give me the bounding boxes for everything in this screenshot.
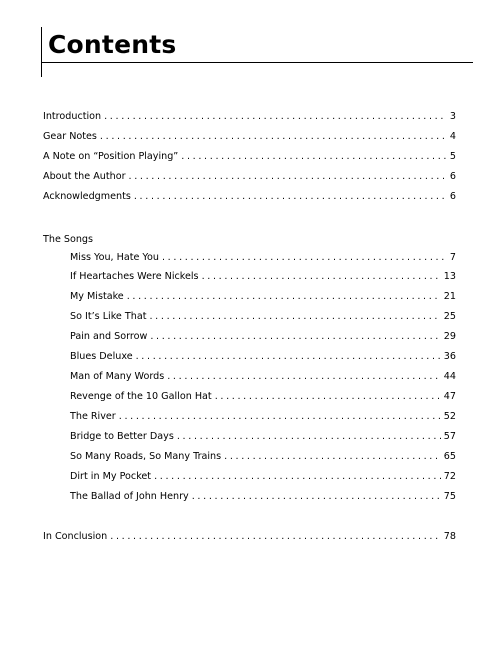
dot-leader (104, 110, 447, 124)
page-title: Contents (48, 30, 177, 59)
toc-entry-label: The Ballad of John Henry (70, 491, 189, 502)
toc-entry-song (70, 430, 456, 444)
toc-entry-song (70, 390, 456, 404)
toc-entry-label: Blues Deluxe (70, 351, 133, 362)
dot-leader (162, 251, 447, 265)
toc-entry-label: So Many Roads, So Many Trains (70, 451, 222, 462)
toc-entry-label: About the Author (43, 171, 126, 182)
toc-entry-page: 6 (449, 171, 456, 182)
toc-entry-song (70, 330, 456, 344)
toc-entry-page: 25 (443, 311, 456, 322)
toc-entry-label: A Note on “Position Playing” (43, 151, 179, 162)
toc-entry-label: Acknowledgments (43, 191, 131, 202)
dot-leader (127, 290, 441, 304)
toc-entry-page: 29 (443, 331, 456, 342)
dot-leader (134, 190, 447, 204)
toc-entry-label: Pain and Sorrow (70, 331, 148, 342)
dot-leader (215, 390, 441, 404)
dot-leader (177, 430, 441, 444)
toc-entry-label: Revenge of the 10 Gallon Hat (70, 391, 212, 402)
toc-entry-page: 21 (443, 291, 456, 302)
section-heading-songs: The Songs (43, 234, 94, 245)
dot-leader (119, 410, 441, 424)
toc-entry-page: 36 (443, 351, 456, 362)
toc-entry-song (70, 450, 456, 464)
dot-leader (149, 310, 440, 324)
toc-entry-introduction (43, 110, 456, 124)
toc-entry-label: In Conclusion (43, 531, 108, 542)
toc-entry-page: 6 (449, 191, 456, 202)
toc-entry-label: My Mistake (70, 291, 124, 302)
toc-entry-label: Dirt in My Pocket (70, 471, 152, 482)
toc-entry-conclusion (43, 530, 456, 544)
dot-leader (110, 530, 441, 544)
dot-leader (100, 130, 447, 144)
toc-entry-page: 65 (443, 451, 456, 462)
toc-entry-song (70, 410, 456, 424)
toc-entry-page: 78 (443, 531, 456, 542)
toc-entry-page: 57 (443, 431, 456, 442)
toc-entry-page: 7 (449, 252, 456, 263)
toc-entry-label: Man of Many Words (70, 371, 165, 382)
toc-entry-page: 75 (443, 491, 456, 502)
dot-leader (150, 330, 440, 344)
toc-entry-song (70, 270, 456, 284)
toc-entry-song (70, 490, 456, 504)
toc-entry-page: 47 (443, 391, 456, 402)
toc-entry-gear-notes (43, 130, 456, 144)
toc-entry-label: If Heartaches Were Nickels (70, 271, 199, 282)
dot-leader (224, 450, 441, 464)
dot-leader (192, 490, 441, 504)
toc-entry-song (70, 310, 456, 324)
title-horizontal-rule (41, 62, 473, 63)
toc-entry-label: So It’s Like That (70, 311, 147, 322)
toc-entry-page: 13 (443, 271, 456, 282)
toc-entry-label: Bridge to Better Days (70, 431, 174, 442)
toc-entry-song (70, 350, 456, 364)
toc-entry-page: 4 (449, 131, 456, 142)
title-vertical-rule (41, 27, 42, 77)
dot-leader (167, 370, 441, 384)
toc-entry-page: 52 (443, 411, 456, 422)
toc-entry-label: Miss You, Hate You (70, 252, 159, 263)
toc-entry-song (70, 251, 456, 265)
dot-leader (129, 170, 447, 184)
toc-entry-label: Introduction (43, 111, 102, 122)
toc-entry-song (70, 290, 456, 304)
dot-leader (154, 470, 441, 484)
toc-entry-page: 3 (449, 111, 456, 122)
toc-entry-about-author (43, 170, 456, 184)
toc-entry-page: 72 (443, 471, 456, 482)
toc-entry-page: 44 (443, 371, 456, 382)
dot-leader (181, 150, 447, 164)
toc-entry-position-playing (43, 150, 456, 164)
toc-entry-page: 5 (449, 151, 456, 162)
toc-entry-label: The River (70, 411, 116, 422)
toc-entry-label: Gear Notes (43, 131, 97, 142)
dot-leader (202, 270, 441, 284)
toc-entry-song (70, 470, 456, 484)
toc-entry-acknowledgments (43, 190, 456, 204)
toc-entry-song (70, 370, 456, 384)
dot-leader (136, 350, 441, 364)
